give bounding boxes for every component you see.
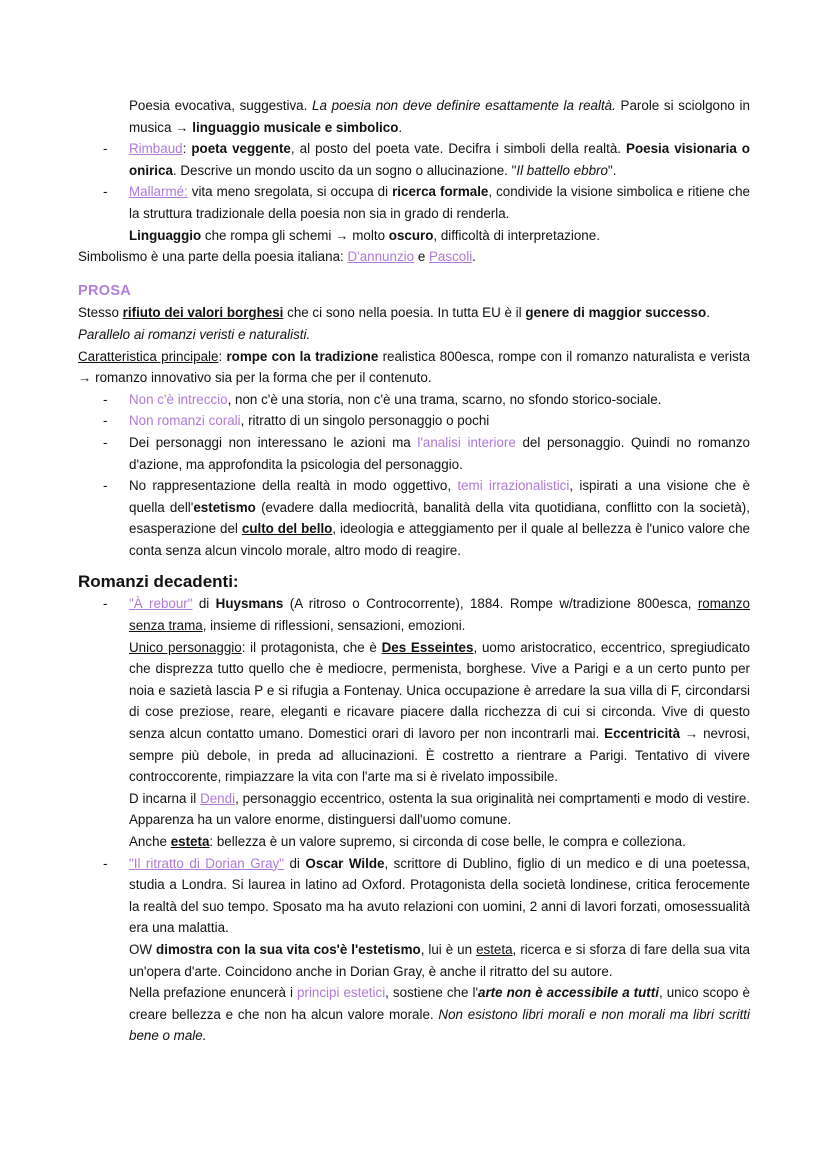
link-dendi[interactable]: Dendi bbox=[200, 790, 236, 806]
text: del personaggio. Quindi no romanzo d'azione, ma approfondita la psicologia del personaggio. bbox=[129, 434, 750, 472]
text-italic: La poesia non deve definire esattamente la realtà. bbox=[312, 98, 616, 113]
text: Dei personaggi non interessano le azioni ma bbox=[129, 434, 411, 450]
link-dorian-gray[interactable]: "Il ritratto di Dorian Gray" bbox=[129, 855, 284, 871]
text: , personaggio eccentrico, ostenta la sua originalità nei comprtamenti e modo di vestire. Apparenza ha un valore enorme, distinguersi dall'uomo comune. bbox=[129, 790, 750, 828]
text: nevrosi, sempre più debole, in preda ad allucinazioni. È costretto a rientrare a Parigi. Tentativo di vivere controccorente, rimpiazzare la vita con l'arte ma si è rivelato impossibile. bbox=[129, 726, 750, 785]
document-page bbox=[78, 95, 750, 1047]
text-bold-italic: arte non è accessibile a tutti bbox=[478, 985, 659, 1001]
text-bold: Huysmans bbox=[215, 596, 284, 612]
text: , non c'è una storia, non c'è una trama, scarno, no sfondo storico-sociale. bbox=[227, 391, 662, 407]
text: OW bbox=[129, 941, 153, 957]
text-bold: poeta veggente bbox=[191, 141, 291, 157]
text: di bbox=[289, 855, 300, 871]
text: , ritratto di un singolo personaggio o pochi bbox=[240, 413, 490, 429]
bullet-dash: - bbox=[103, 391, 108, 407]
paragraph-rebour-personaggio bbox=[129, 637, 750, 788]
text-underlined: romanzo senza trama bbox=[129, 596, 750, 634]
text: e bbox=[417, 249, 426, 265]
text: romanzo innovativo sia per la forma che per il contenuto. bbox=[95, 370, 432, 386]
text-bold: genere di maggior successo bbox=[525, 305, 707, 321]
text-bold: ricerca formale bbox=[392, 184, 489, 200]
text: , lui è un bbox=[420, 941, 473, 957]
bullet-dash: - bbox=[103, 141, 108, 157]
text: , ricerca e si sforza di fare della sua vita un'opera d'arte. Coincidono anche in Dorian Gray, è anche il ritratto del su autore. bbox=[129, 941, 750, 979]
list-item-intreccio bbox=[78, 389, 750, 411]
text: Nella prefazione enuncerà i bbox=[129, 985, 293, 1001]
arrow-icon: → bbox=[335, 227, 349, 243]
list-item-rimbaud bbox=[78, 138, 750, 181]
bullet-dash: - bbox=[103, 855, 108, 871]
text: , ideologia e atteggiamento per il quale al bellezza è l'unico valore che conta senza alcun vincolo morale, altro modo di reagire. bbox=[129, 521, 750, 558]
arrow-icon: → bbox=[78, 370, 92, 386]
text-bold: dimostra con la sua vita cos'è l'estetismo bbox=[156, 941, 421, 957]
text: No rappresentazione della realtà in modo oggettivo, bbox=[129, 478, 452, 494]
text-bold: rompe con la tradizione bbox=[226, 348, 379, 364]
text: , sostiene che l' bbox=[385, 985, 479, 1001]
paragraph-simbolismo-italiana bbox=[78, 246, 750, 268]
text-bold: linguaggio musicale e simbolico bbox=[192, 119, 399, 135]
text: , difficoltà di interpretazione. bbox=[433, 227, 600, 243]
text: : bellezza è un valore supremo, si circonda di cose belle, le compra e colleziona. bbox=[209, 834, 686, 849]
text: vita meno sregolata, si occupa di bbox=[187, 184, 389, 200]
text: Anche bbox=[129, 834, 167, 849]
text-bold-underlined: esteta bbox=[170, 834, 210, 849]
text: : bbox=[218, 348, 223, 364]
text: che rompa gli schemi bbox=[204, 227, 332, 243]
text-bold: Oscar Wilde bbox=[305, 855, 385, 871]
text: Stesso bbox=[78, 305, 119, 321]
text: , scrittore di Dublino, figlio di un medico e di una poetessa, studia a Londra. Si laurea in latino ad Oxford. Protagonista della società londinese, critica ferocemente la realtà del suo tempo. Sposato ma ha avuto relazioni con uomini, 2 anni di lavori forzati, omosessualità era una malattia. bbox=[129, 855, 750, 936]
text: (evadere dalla mediocrità, banalità della vita quotidiana, conflitto con la società), esasperazione del bbox=[129, 499, 750, 537]
paragraph-caratteristica bbox=[78, 346, 750, 389]
text: che ci sono nella poesia. In tutta EU è il bbox=[287, 305, 522, 321]
text-bold-underlined: rifiuto dei valori borghesi bbox=[122, 305, 284, 321]
paragraph-rebour-esteta bbox=[129, 831, 750, 853]
text: Parole si sciolgono in musica bbox=[129, 98, 750, 135]
text: molto bbox=[352, 227, 386, 243]
text: di bbox=[198, 596, 210, 612]
bullet-dash: - bbox=[103, 596, 108, 612]
text: . bbox=[398, 119, 403, 135]
text: Simbolismo è una parte della poesia italiana: bbox=[78, 249, 344, 265]
list-item-mallarme bbox=[78, 181, 750, 224]
text-highlight: l'analisi interiore bbox=[417, 434, 516, 450]
paragraph-prosa-rifiuto bbox=[78, 302, 750, 324]
text: : il protagonista, che è bbox=[241, 639, 377, 655]
link-dannunzio[interactable]: D'annunzio bbox=[347, 249, 415, 265]
arrow-icon: → bbox=[684, 726, 699, 742]
list-item-realta bbox=[78, 475, 750, 561]
link-pascoli[interactable]: Pascoli bbox=[429, 249, 473, 265]
text-underlined: esteta bbox=[476, 941, 513, 957]
paragraph-rebour-intro bbox=[129, 593, 750, 636]
bullet-dash: - bbox=[103, 478, 108, 494]
paragraph-dorian-estetismo bbox=[129, 939, 750, 982]
list-item-corali bbox=[78, 410, 750, 432]
arrow-icon: → bbox=[175, 119, 189, 135]
text: realistica 800esca, rompe con il romanzo naturalista e verista bbox=[382, 348, 750, 364]
paragraph-poesia-evocativa bbox=[78, 95, 750, 138]
paragraph-linguaggio bbox=[78, 225, 750, 247]
bullet-dash: - bbox=[103, 413, 108, 429]
text: (A ritroso o Controcorrente), 1884. Rompe w/tradizione 800esca, bbox=[289, 596, 692, 612]
text: , insieme di riflessioni, sensazioni, emozioni. bbox=[202, 618, 466, 634]
text-bold: Eccentricità bbox=[604, 726, 681, 742]
bullet-dash: - bbox=[103, 184, 108, 200]
paragraph-dorian-prefazione bbox=[129, 982, 750, 1047]
text: . bbox=[706, 305, 710, 321]
text: , condivide la visione simbolica e ritiene che la struttura tradizionale della poesia non sia in grado di renderla. bbox=[129, 184, 750, 221]
paragraph-dorian-intro bbox=[129, 853, 750, 939]
text-bold: Poesia visionaria o onirica bbox=[129, 141, 750, 178]
paragraph-parallelo: Parallelo ai romanzi veristi e naturalisti. bbox=[78, 326, 311, 342]
text-italic: Il battello ebbro bbox=[516, 162, 608, 178]
text: . Descrive un mondo uscito da un sogno o allucinazione. " bbox=[172, 162, 517, 178]
text: , al posto del poeta vate. Decifra i simboli della realtà. bbox=[290, 141, 622, 157]
text-highlight: principi estetici bbox=[297, 985, 386, 1001]
link-mallarme[interactable]: Mallarmé: bbox=[129, 184, 188, 200]
text: . bbox=[472, 249, 476, 265]
text-underlined: Unico personaggio bbox=[129, 639, 242, 655]
text: , uomo aristocratico, eccentrico, spregiudicato che disprezza tutto quello che è mediocre, permenista, borghese. Vive a Parigi e a un certo punto per noia e sazietà lascia P e si rifugia a Fontenay. Unica occupazione è arredare la sua villa di F, circondarsi di cose preziose, reare, eleganti e ricavare piacere dalla ricchezza di cui si circonda. Vive di questo senza alcun contatto umano. Domestici orari di lavoro per non incontrarli mai. bbox=[129, 639, 751, 742]
text: , ispirati a una visione che è quella dell' bbox=[129, 478, 750, 515]
section-heading-prosa: PROSA bbox=[78, 282, 132, 299]
text-bold-underlined: culto del bello bbox=[241, 521, 333, 537]
text-bold-underlined: Des Esseintes bbox=[381, 639, 474, 655]
text-italic: Non esistono libri morali e non morali ma libri scritti bene o male. bbox=[129, 1006, 750, 1044]
link-rimbaud[interactable]: Rimbaud bbox=[129, 141, 183, 157]
paragraph-rebour-dendi bbox=[129, 788, 750, 831]
bullet-dash: - bbox=[103, 434, 108, 450]
text-bold: estetismo bbox=[193, 499, 256, 515]
text-bold: Linguaggio bbox=[129, 227, 202, 243]
section-heading-romanzi: Romanzi decadenti: bbox=[78, 572, 239, 592]
list-item-analisi bbox=[78, 432, 750, 475]
link-a-rebour[interactable]: "À rebour" bbox=[129, 596, 193, 612]
text-highlight: temi irrazionalistici bbox=[457, 478, 570, 494]
text-highlight: Non romanzi corali bbox=[129, 413, 241, 429]
text: ". bbox=[607, 162, 617, 178]
text: Poesia evocativa, suggestiva. bbox=[129, 98, 308, 113]
text-underlined: Caratteristica principale bbox=[78, 348, 219, 364]
text-highlight: Non c'è intreccio bbox=[129, 391, 228, 407]
list-item-dorian-gray bbox=[78, 853, 750, 1047]
list-item-a-rebour bbox=[78, 593, 750, 852]
text-bold: oscuro bbox=[388, 227, 434, 243]
text: D incarna il bbox=[129, 790, 197, 806]
text: : bbox=[182, 141, 187, 157]
text: , unico scopo è creare bellezza e che non ha alcun valore morale. bbox=[129, 985, 750, 1022]
